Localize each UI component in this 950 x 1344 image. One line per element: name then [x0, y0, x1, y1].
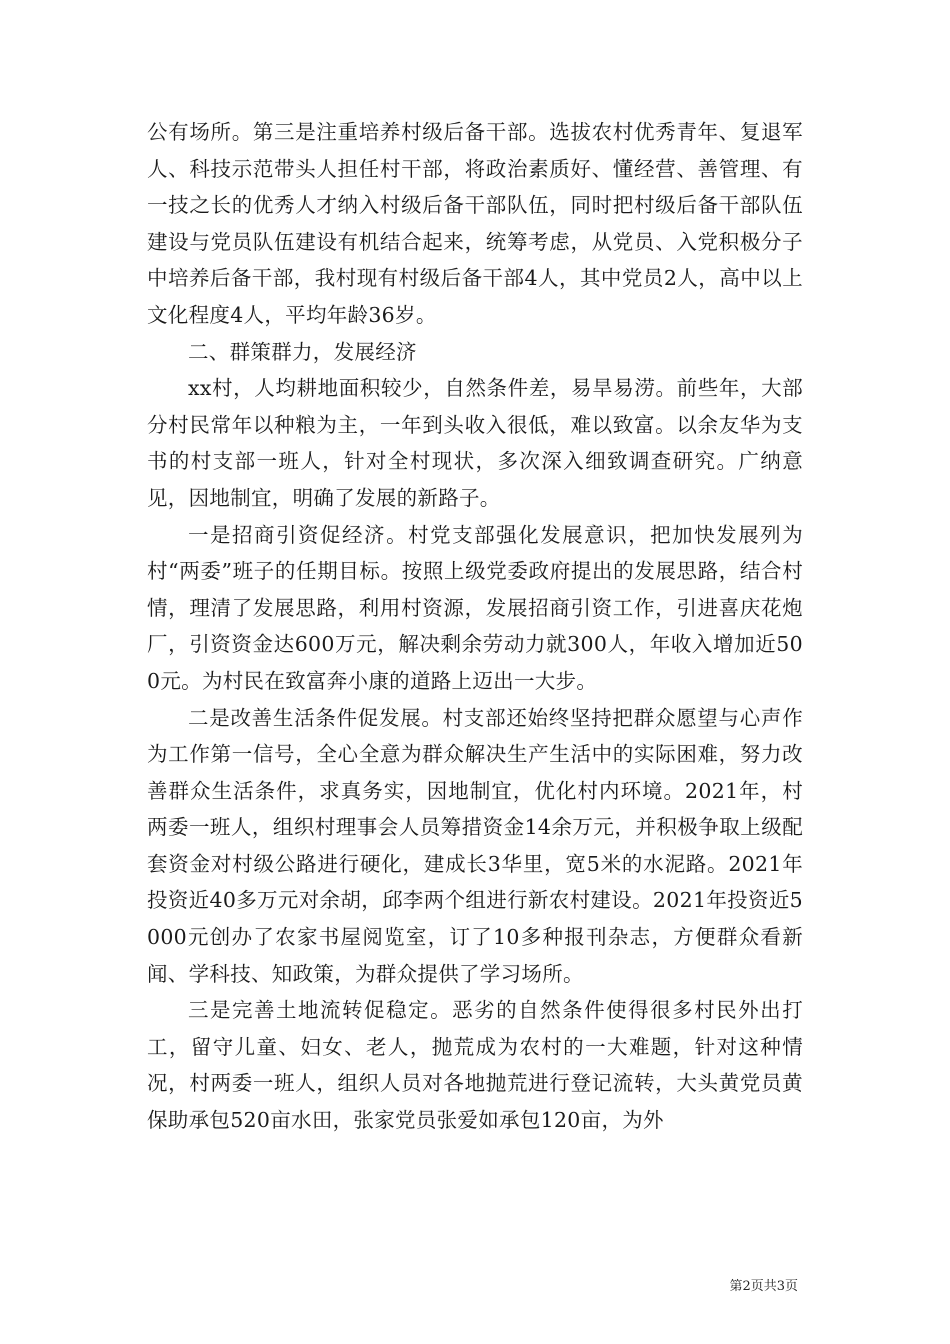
- paragraph-intro: xx村，人均耕地面积较少，自然条件差，易旱易涝。前些年，大部分村民常年以种粮为主，一年到头收入很低，难以致富。以余友华为支书的村支部一班人，针对全村现状，多次深入细致调查研究。广纳意见，因地制宜，明确了发展的新路子。: [147, 376, 803, 510]
- document-body: [147, 114, 803, 1139]
- paragraph-living-conditions: 二是改善生活条件促发展。村支部还始终坚持把群众愿望与心声作为工作第一信号，全心全意为群众解决生产生活中的实际困难，努力改善群众生活条件，求真务实，因地制宜，优化村内环境。2021年，村两委一班人，组织村理事会人员筹措资金14余万元，并积极争取上级配套资金对村级公路进行硬化，建成长3华里，宽5米的水泥路。2021年投资近40多万元对余胡，邱李两个组进行新农村建设。2021年投资近5000元创办了农家书屋阅览室，订了10多种报刊杂志，方便群众看新闻、学科技、知政策，为群众提供了学习场所。: [147, 705, 803, 986]
- paragraph-land-transfer: 三是完善土地流转促稳定。恶劣的自然条件使得很多村民外出打工，留守儿童、妇女、老人，抛荒成为农村的一大难题，针对这种情况，村两委一班人，组织人员对各地抛荒进行登记流转，大头黄党员黄保助承包520亩水田，张家党员张爱如承包120亩，为外: [147, 998, 803, 1133]
- paragraph-continuation: 公有场所。第三是注重培养村级后备干部。选拔农村优秀青年、复退军人、科技示范带头人担任村干部，将政治素质好、懂经营、善管理、有一技之长的优秀人才纳入村级后备干部队伍，同时把村级后备干部队伍建设与党员队伍建设有机结合起来，统筹考虑，从党员、入党积极分子中培养后备干部，我村现有村级后备干部4人，其中党员2人，高中以上文化程度4人，平均年龄36岁。: [147, 120, 803, 327]
- section-heading: 二、群策群力，发展经济: [188, 339, 417, 364]
- page-number: 第2页共3页: [729, 1279, 798, 1294]
- paragraph-investment: 一是招商引资促经济。村党支部强化发展意识，把加快发展列为村“两委”班子的任期目标。按照上级党委政府提出的发展思路，结合村情，理清了发展思路，利用村资源，发展招商引资工作，引进喜庆花炮厂，引资资金达600万元，解决剩余劳动力就300人，年收入增加近500元。为村民在致富奔小康的道路上迈出一大步。: [147, 522, 803, 693]
